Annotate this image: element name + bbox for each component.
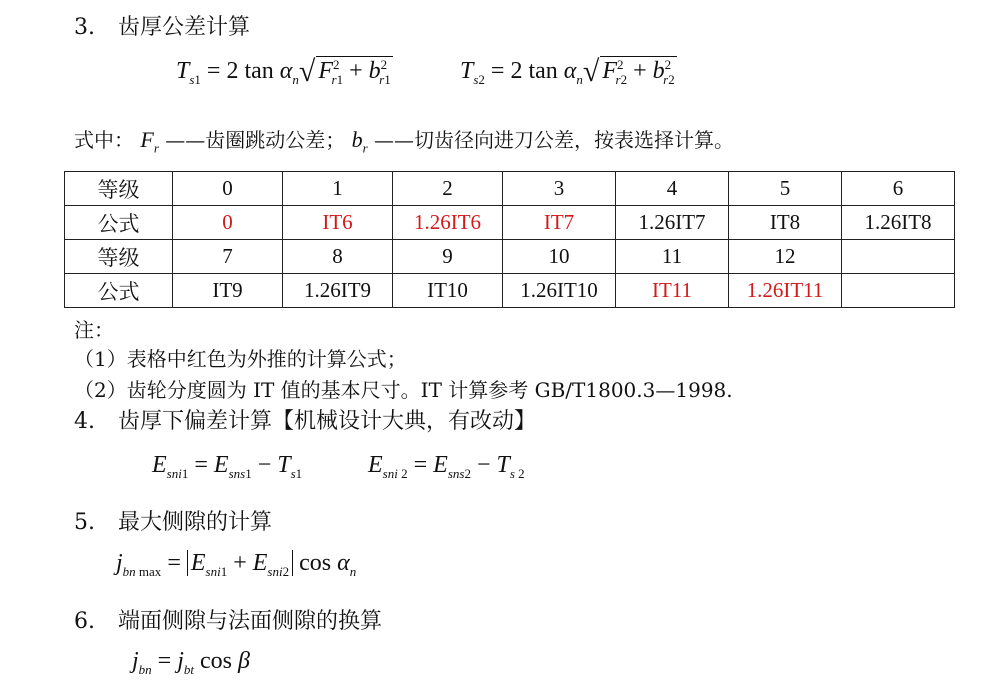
table-cell: 9 [393,240,503,274]
table-cell: IT7 [503,206,616,240]
tolerance-grade-table [64,171,955,308]
note-1: （1）表格中红色为外推的计算公式； [74,347,407,371]
row-header-cell: 公式 [65,206,173,240]
table-cell: IT9 [173,274,283,308]
table-cell: 1 [283,172,393,206]
formula-ts1: $T_{s1} = 2$ $\tan \alpha_n√$ $F^2_{r1} + b^2_{r1}$ [176,55,391,88]
fr-description: ——齿圈跳动公差； [165,128,346,152]
section-number: 4. [74,409,95,434]
table-cell: 1.26IT8 [842,206,955,240]
table-cell: 1.26IT7 [616,206,729,240]
section-title: 齿厚下偏差计算【机械设计大典，有改动】 [118,409,537,434]
notes-title: 注： [74,318,114,342]
table-row [65,172,955,206]
table-cell: 12 [729,240,842,274]
table-cell: 0 [173,206,283,240]
table-cell: 3 [503,172,616,206]
section-number: 6. [74,609,95,634]
table-cell: 5 [729,172,842,206]
table-cell [842,274,955,308]
br-description: ——切齿径向进刀公差，按表选择计算。 [374,128,735,152]
formula-esni2: $E_{sni 2} = E_{sns2} - T_{s 2}$ [368,452,525,481]
table-cell: 1.26IT9 [283,274,393,308]
formula-jbnmax: $j_{bn max} = E_{sni1} + E_{sni2}$ $\cos \alpha_n$ [116,550,357,579]
section-title: 齿厚公差计算 [118,15,251,40]
table-cell: 8 [283,240,393,274]
section-4-heading [74,404,536,435]
table-cell: 1.26IT11 [729,274,842,308]
table-row [65,274,955,308]
table-cell: IT11 [616,274,729,308]
section-6-heading [74,604,382,635]
row-header-cell: 公式 [65,274,173,308]
table-cell [842,240,955,274]
formula-ts2: $T_{s2} = 2$ $\tan \alpha_n√$ $F^2_{r2} + b^2_{r2}$ [460,55,675,88]
section-title: 端面侧隙与法面侧隙的换算 [118,609,383,634]
formula-esni1: $E_{sni1} = E_{sns1} - T_{s1}$ [152,452,303,481]
table-cell: IT8 [729,206,842,240]
row-header-cell: 等级 [65,172,173,206]
section-number: 5. [74,510,95,535]
note-2: （2）齿轮分度圆为 IT 值的基本尺寸。IT 计算参考 GB/T1800.3—1998. [74,378,733,402]
table-cell: 2 [393,172,503,206]
table-cell: 10 [503,240,616,274]
section-3-heading [74,10,250,41]
table-cell: 7 [173,240,283,274]
table-row [65,206,955,240]
explain-prefix: 式中： [74,128,134,152]
table-cell: 4 [616,172,729,206]
table-cell: 6 [842,172,955,206]
formula-jbn: $j_{bn} = j_{bt}$ cos β [132,648,250,677]
formula-explanation: 式中： $F_r$ ——齿圈跳动公差； $b_r$ ——切齿径向进刀公差，按表选择计算。 [74,127,735,156]
table-cell: 1.26IT10 [503,274,616,308]
section-number: 3. [74,15,95,40]
table-cell: 1.26IT6 [393,206,503,240]
section-5-heading [74,505,272,536]
table-row [65,240,955,274]
table-cell: 0 [173,172,283,206]
section-title: 最大侧隙的计算 [118,510,273,535]
table-cell: 11 [616,240,729,274]
table-cell: IT6 [283,206,393,240]
row-header-cell: 等级 [65,240,173,274]
table-cell: IT10 [393,274,503,308]
